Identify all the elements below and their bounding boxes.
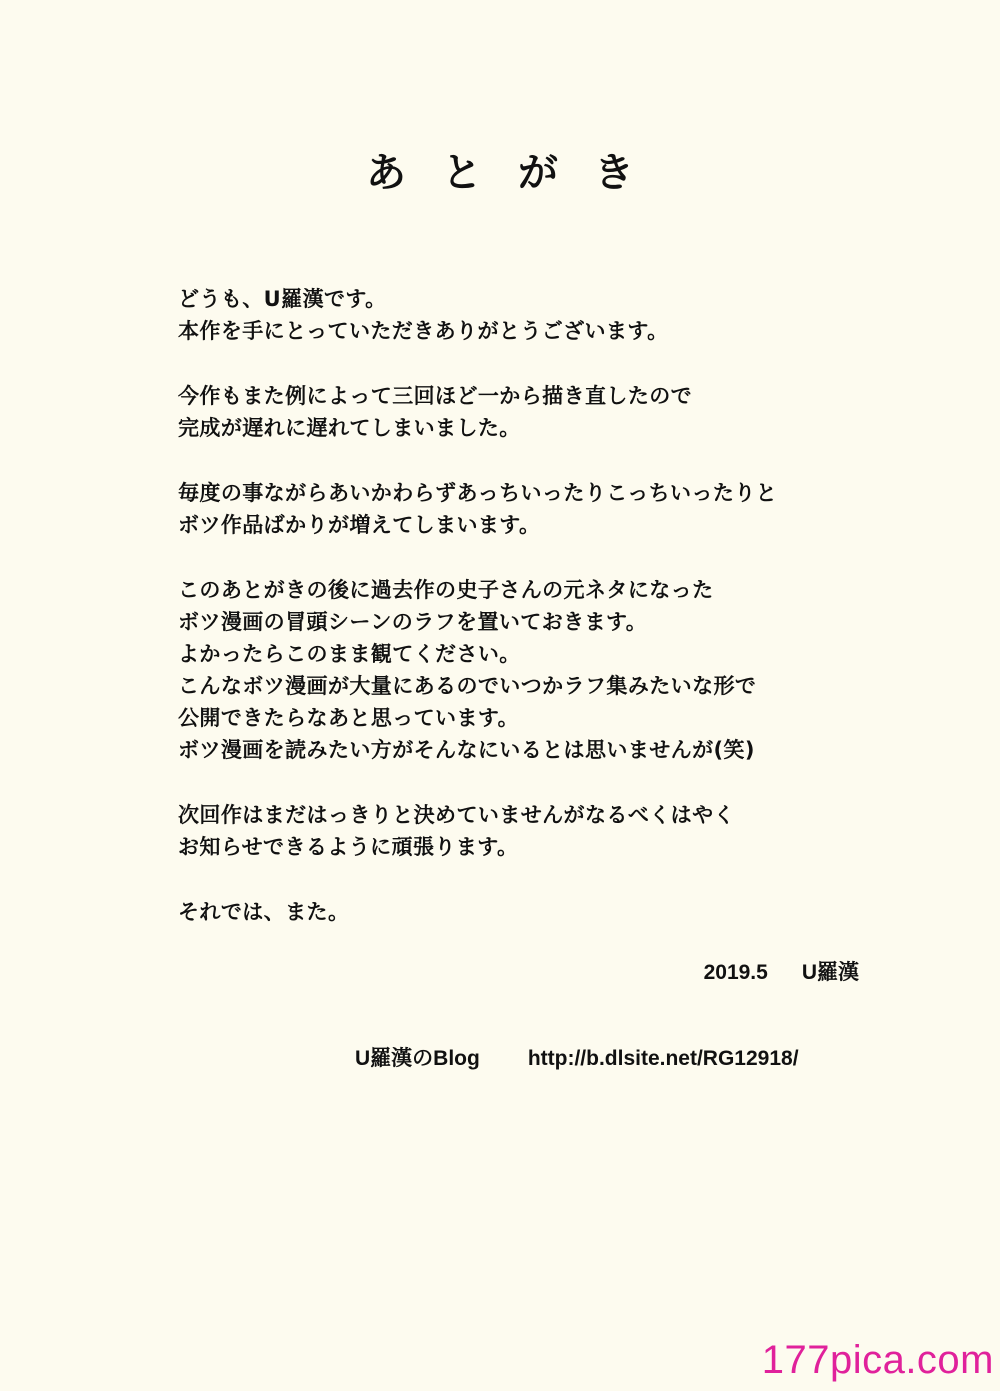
- paragraph-next-work: [178, 799, 898, 863]
- text-line: ボツ漫画の冒頭シーンのラフを置いておきます。: [178, 610, 648, 634]
- paragraph-rejected-works: [178, 477, 898, 541]
- signature-date: 2019.5: [703, 961, 768, 984]
- text-line: こんなボツ漫画が大量にあるのでいつかラフ集みたいな形で: [178, 674, 757, 698]
- signature: [704, 957, 859, 989]
- text-line: それでは、また。: [178, 900, 350, 924]
- text-line: ボツ漫画を読みたい方がそんなにいるとは思いませんが(笑): [178, 738, 755, 762]
- page-title: あとがき: [366, 149, 670, 196]
- paragraph-closing: [178, 896, 898, 928]
- text-line: このあとがきの後に過去作の史子さんの元ネタになった: [178, 578, 714, 602]
- text-line: 本作を手にとっていただきありがとうございます。: [178, 319, 669, 343]
- text-line: どうも、U羅漢です。: [178, 287, 387, 311]
- text-line: 次回作はまだはっきりと決めていませんがなるべくはやく: [178, 803, 735, 827]
- watermark: 177pica.com: [761, 1338, 994, 1382]
- text-line: 毎度の事ながらあいかわらずあっちいったりこっちいったりと: [178, 481, 778, 505]
- afterword-body: [178, 283, 898, 961]
- text-line: よかったらこのまま観てください。: [178, 642, 521, 666]
- text-line: 今作もまた例によって三回ほど一から描き直したので: [178, 384, 693, 408]
- text-line: 完成が遅れに遅れてしまいました。: [178, 416, 521, 440]
- paragraph-rough-sketches: [178, 574, 898, 766]
- blog-url-link[interactable]: http://b.dlsite.net/RG12918/: [527, 1047, 799, 1070]
- text-line: ボツ作品ばかりが増えてしまいます。: [178, 513, 541, 537]
- paragraph-redraw: [178, 380, 898, 444]
- paragraph-greeting: [178, 283, 898, 347]
- text-line: 公開できたらなあと思っています。: [178, 706, 520, 730]
- blog-info: [355, 1043, 799, 1075]
- signature-author: U羅漢: [801, 961, 859, 984]
- text-line: お知らせできるように頑張ります。: [178, 835, 519, 859]
- blog-label: U羅漢のBlog: [355, 1047, 480, 1070]
